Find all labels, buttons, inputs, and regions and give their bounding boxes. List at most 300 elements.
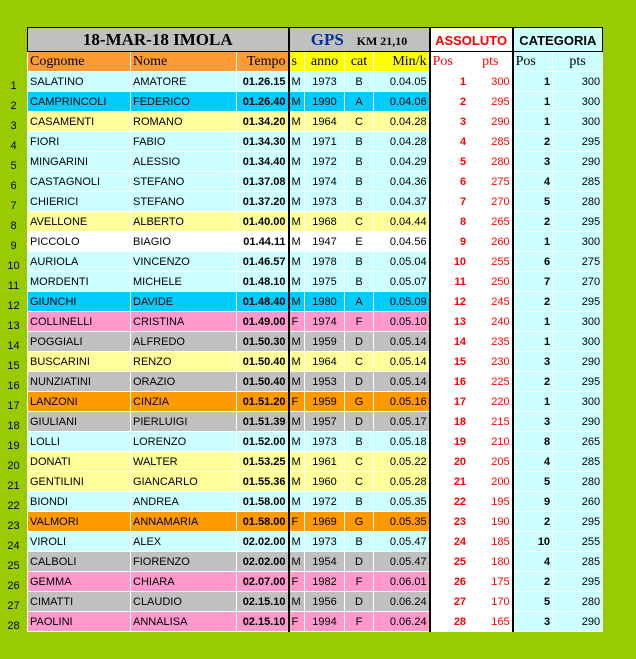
- cell-sex: M: [289, 552, 305, 572]
- cell-nome: VINCENZO: [131, 252, 237, 272]
- cell-cognome: AURIOLA: [28, 252, 131, 272]
- table-row: [28, 472, 603, 492]
- cell-cognome: FIORI: [28, 132, 131, 152]
- cell-min-per-km: 0.05.09: [374, 292, 430, 312]
- cell-tempo: 01.48.40: [237, 292, 289, 312]
- cell-nome: FIORENZO: [131, 552, 237, 572]
- cell-min-per-km: 0.04.28: [374, 132, 430, 152]
- cell-pos-assoluto: 4: [430, 132, 469, 152]
- table-row: [28, 572, 603, 592]
- cell-sex: M: [289, 172, 305, 192]
- cell-tempo: 01.44.11: [237, 232, 289, 252]
- cell-cognome: VALMORI: [28, 512, 131, 532]
- cell-sex: M: [289, 212, 305, 232]
- cell-nome: ANNAMARIA: [131, 512, 237, 532]
- cell-min-per-km: 0.04.36: [374, 172, 430, 192]
- cell-cognome: MINGARINI: [28, 152, 131, 172]
- cell-cat: B: [345, 492, 374, 512]
- cell-pts-categoria: 275: [553, 252, 603, 272]
- cell-min-per-km: 0.05.47: [374, 532, 430, 552]
- cell-pts-categoria: 290: [553, 352, 603, 372]
- cell-pos-assoluto: 18: [430, 412, 469, 432]
- cell-pts-assoluto: 210: [469, 432, 513, 452]
- row-number: 4: [10, 140, 17, 152]
- cell-min-per-km: 0.05.16: [374, 392, 430, 412]
- cell-pts-assoluto: 290: [469, 112, 513, 132]
- cell-anno: 1971: [305, 132, 345, 152]
- row-number: 16: [7, 380, 20, 392]
- cell-pts-categoria: 300: [553, 112, 603, 132]
- cell-pts-categoria: 295: [553, 572, 603, 592]
- cell-cat: B: [345, 272, 374, 292]
- cell-pts-assoluto: 270: [469, 192, 513, 212]
- cell-pos-assoluto: 3: [430, 112, 469, 132]
- cell-pos-categoria: 9: [513, 492, 553, 512]
- cell-nome: ALEX: [131, 532, 237, 552]
- cell-cognome: BIONDI: [28, 492, 131, 512]
- cell-cat: D: [345, 592, 374, 612]
- row-number: 11: [7, 280, 20, 292]
- cell-anno: 1974: [305, 312, 345, 332]
- cell-pos-categoria: 1: [513, 232, 553, 252]
- cell-pos-categoria: 1: [513, 312, 553, 332]
- cell-tempo: 01.48.10: [237, 272, 289, 292]
- race-title: [28, 28, 289, 52]
- cell-min-per-km: 0.05.14: [374, 332, 430, 352]
- row-number: 6: [10, 180, 17, 192]
- table-row: [28, 432, 603, 452]
- cell-anno: 1968: [305, 212, 345, 232]
- table-row: [28, 532, 603, 552]
- cell-sex: M: [289, 492, 305, 512]
- cell-min-per-km: 0.05.04: [374, 252, 430, 272]
- cell-pts-assoluto: 165: [469, 612, 513, 632]
- cell-pos-assoluto: 7: [430, 192, 469, 212]
- table-row: [28, 272, 603, 292]
- cell-sex: M: [289, 132, 305, 152]
- col-tempo: Tempo: [237, 52, 289, 72]
- cell-pts-categoria: 300: [553, 92, 603, 112]
- cell-nome: ANDREA: [131, 492, 237, 512]
- cell-sex: M: [289, 72, 305, 92]
- row-number: 1: [10, 80, 17, 92]
- cell-min-per-km: 0.05.17: [374, 412, 430, 432]
- table-row: [28, 372, 603, 392]
- cell-tempo: 01.34.20: [237, 112, 289, 132]
- cell-tempo: 01.52.00: [237, 432, 289, 452]
- col-cat: cat: [345, 52, 374, 72]
- cell-pos-assoluto: 27: [430, 592, 469, 612]
- cell-sex: M: [289, 192, 305, 212]
- table-row: [28, 132, 603, 152]
- table-row: [28, 192, 603, 212]
- cell-sex: M: [289, 232, 305, 252]
- cell-cognome: CALBOLI: [28, 552, 131, 572]
- cell-anno: 1964: [305, 112, 345, 132]
- cell-cat: B: [345, 432, 374, 452]
- cell-tempo: 01.50.40: [237, 352, 289, 372]
- row-number: 18: [7, 420, 20, 432]
- cell-anno: 1961: [305, 452, 345, 472]
- cell-cat: B: [345, 72, 374, 92]
- row-number: 26: [7, 580, 20, 592]
- cell-pos-categoria: 7: [513, 272, 553, 292]
- cell-nome: ORAZIO: [131, 372, 237, 392]
- cell-min-per-km: 0.05.14: [374, 352, 430, 372]
- cell-min-per-km: 0.04.56: [374, 232, 430, 252]
- cell-pos-assoluto: 25: [430, 552, 469, 572]
- row-number: 8: [10, 220, 17, 232]
- cell-pos-assoluto: 11: [430, 272, 469, 292]
- cell-pos-categoria: 5: [513, 192, 553, 212]
- cell-pts-assoluto: 280: [469, 152, 513, 172]
- cell-tempo: 01.53.25: [237, 452, 289, 472]
- row-number: 24: [7, 540, 20, 552]
- table-row: [28, 252, 603, 272]
- cell-pos-assoluto: 13: [430, 312, 469, 332]
- cell-sex: M: [289, 112, 305, 132]
- cell-pos-categoria: 1: [513, 332, 553, 352]
- results-table: [27, 27, 603, 632]
- cell-pts-categoria: 290: [553, 152, 603, 172]
- row-number: 17: [7, 400, 20, 412]
- cell-pos-assoluto: 26: [430, 572, 469, 592]
- cell-pts-categoria: 290: [553, 612, 603, 632]
- table-row: [28, 452, 603, 472]
- table-row: [28, 612, 603, 632]
- cell-cognome: CAMPRINCOLI: [28, 92, 131, 112]
- cell-tempo: 01.34.30: [237, 132, 289, 152]
- cell-pts-categoria: 295: [553, 132, 603, 152]
- cell-cognome: CIMATTI: [28, 592, 131, 612]
- race-date-place: 18-MAR-18 IMOLA: [82, 29, 233, 49]
- cell-cognome: BUSCARINI: [28, 352, 131, 372]
- cell-nome: CINZIA: [131, 392, 237, 412]
- table-row: [28, 512, 603, 532]
- cell-pos-categoria: 1: [513, 112, 553, 132]
- cell-pts-assoluto: 195: [469, 492, 513, 512]
- cell-anno: 1964: [305, 352, 345, 372]
- cell-pos-assoluto: 10: [430, 252, 469, 272]
- cell-pts-assoluto: 240: [469, 312, 513, 332]
- cell-cat: F: [345, 612, 374, 632]
- cell-nome: ANNALISA: [131, 612, 237, 632]
- cell-pos-categoria: 10: [513, 532, 553, 552]
- table-row: [28, 552, 603, 572]
- table-row: [28, 212, 603, 232]
- cell-cat: C: [345, 212, 374, 232]
- cell-sex: F: [289, 612, 305, 632]
- cell-pts-categoria: 280: [553, 472, 603, 492]
- cell-cat: D: [345, 332, 374, 352]
- cell-pts-categoria: 280: [553, 592, 603, 612]
- cell-cognome: GENTILINI: [28, 472, 131, 492]
- cell-nome: CRISTINA: [131, 312, 237, 332]
- cell-anno: 1973: [305, 532, 345, 552]
- table-row: [28, 72, 603, 92]
- cell-sex: M: [289, 452, 305, 472]
- cell-tempo: 01.26.40: [237, 92, 289, 112]
- cell-min-per-km: 0.05.35: [374, 492, 430, 512]
- cell-tempo: 01.51.39: [237, 412, 289, 432]
- gps-title: [289, 28, 430, 52]
- cell-cognome: NUNZIATINI: [28, 372, 131, 392]
- cell-pos-assoluto: 2: [430, 92, 469, 112]
- cell-min-per-km: 0.04.37: [374, 192, 430, 212]
- cell-pos-categoria: 5: [513, 472, 553, 492]
- cell-pts-categoria: 290: [553, 412, 603, 432]
- cell-cognome: LANZONI: [28, 392, 131, 412]
- cell-pos-categoria: 2: [513, 212, 553, 232]
- col-s: s: [289, 52, 305, 72]
- cell-pts-categoria: 260: [553, 492, 603, 512]
- cell-min-per-km: 0.04.28: [374, 112, 430, 132]
- cell-min-per-km: 0.05.18: [374, 432, 430, 452]
- row-number: 25: [7, 560, 20, 572]
- cell-nome: ALBERTO: [131, 212, 237, 232]
- cell-min-per-km: 0.05.28: [374, 472, 430, 492]
- cell-pos-categoria: 3: [513, 612, 553, 632]
- cell-nome: RENZO: [131, 352, 237, 372]
- cell-pts-assoluto: 190: [469, 512, 513, 532]
- cell-pts-categoria: 300: [553, 232, 603, 252]
- cell-pos-assoluto: 5: [430, 152, 469, 172]
- cell-cat: A: [345, 292, 374, 312]
- cell-anno: 1969: [305, 512, 345, 532]
- cell-tempo: 01.50.30: [237, 332, 289, 352]
- table-row: [28, 332, 603, 352]
- cell-nome: CLAUDIO: [131, 592, 237, 612]
- cell-nome: STEFANO: [131, 192, 237, 212]
- cell-sex: M: [289, 532, 305, 552]
- cell-pos-assoluto: 8: [430, 212, 469, 232]
- cell-pos-assoluto: 28: [430, 612, 469, 632]
- row-number: 21: [7, 480, 20, 492]
- cell-pos-assoluto: 14: [430, 332, 469, 352]
- cell-pos-categoria: 6: [513, 252, 553, 272]
- cell-nome: GIANCARLO: [131, 472, 237, 492]
- cell-cat: B: [345, 532, 374, 552]
- cell-min-per-km: 0.04.44: [374, 212, 430, 232]
- cell-anno: 1978: [305, 252, 345, 272]
- cell-min-per-km: 0.04.05: [374, 72, 430, 92]
- table-row: [28, 392, 603, 412]
- cell-cognome: GIULIANI: [28, 412, 131, 432]
- cell-min-per-km: 0.04.06: [374, 92, 430, 112]
- cell-sex: M: [289, 252, 305, 272]
- cell-cat: E: [345, 232, 374, 252]
- col-nome: Nome: [131, 52, 237, 72]
- cell-cognome: GEMMA: [28, 572, 131, 592]
- cell-tempo: 01.58.00: [237, 512, 289, 532]
- row-number: 20: [7, 460, 20, 472]
- cell-tempo: 02.15.10: [237, 592, 289, 612]
- cell-pos-assoluto: 17: [430, 392, 469, 412]
- cell-pos-assoluto: 9: [430, 232, 469, 252]
- cell-sex: M: [289, 592, 305, 612]
- row-number: 12: [7, 300, 20, 312]
- categoria-header: [513, 28, 603, 52]
- cell-pts-assoluto: 300: [469, 72, 513, 92]
- cell-cognome: PAOLINI: [28, 612, 131, 632]
- cell-cat: C: [345, 112, 374, 132]
- cell-cognome: CASTAGNOLI: [28, 172, 131, 192]
- cell-sex: M: [289, 472, 305, 492]
- row-numbers: [0, 76, 27, 636]
- cell-cognome: GIUNCHI: [28, 292, 131, 312]
- cell-anno: 1954: [305, 552, 345, 572]
- cell-pts-assoluto: 285: [469, 132, 513, 152]
- cell-pos-categoria: 1: [513, 92, 553, 112]
- cell-pts-categoria: 300: [553, 312, 603, 332]
- cell-pts-assoluto: 185: [469, 532, 513, 552]
- cell-nome: MICHELE: [131, 272, 237, 292]
- cell-nome: AMATORE: [131, 72, 237, 92]
- cell-cat: B: [345, 192, 374, 212]
- cell-sex: M: [289, 432, 305, 452]
- col-cognome: Cognome: [28, 52, 131, 72]
- cell-sex: M: [289, 92, 305, 112]
- cell-sex: M: [289, 292, 305, 312]
- cell-nome: LORENZO: [131, 432, 237, 452]
- cell-nome: CHIARA: [131, 572, 237, 592]
- cell-anno: 1959: [305, 392, 345, 412]
- cell-tempo: 01.34.40: [237, 152, 289, 172]
- cell-pts-assoluto: 220: [469, 392, 513, 412]
- cell-nome: FEDERICO: [131, 92, 237, 112]
- cell-pos-assoluto: 16: [430, 372, 469, 392]
- row-number: 28: [7, 620, 20, 632]
- cell-cat: F: [345, 312, 374, 332]
- cell-cognome: CASAMENTI: [28, 112, 131, 132]
- cell-cat: A: [345, 92, 374, 112]
- cell-pos-categoria: 2: [513, 132, 553, 152]
- column-header-row: [28, 52, 603, 72]
- cell-tempo: 02.02.00: [237, 532, 289, 552]
- cell-sex: F: [289, 312, 305, 332]
- cell-pos-categoria: 2: [513, 372, 553, 392]
- cell-pts-categoria: 270: [553, 272, 603, 292]
- cell-pts-assoluto: 175: [469, 572, 513, 592]
- row-number: 23: [7, 520, 20, 532]
- cell-cognome: COLLINELLI: [28, 312, 131, 332]
- col-pos: Pos: [430, 52, 469, 72]
- cell-sex: M: [289, 272, 305, 292]
- cell-cat: B: [345, 252, 374, 272]
- cell-min-per-km: 0.06.24: [374, 612, 430, 632]
- cell-pts-assoluto: 245: [469, 292, 513, 312]
- cell-pts-categoria: 295: [553, 372, 603, 392]
- table-row: [28, 492, 603, 512]
- cell-min-per-km: 0.06.24: [374, 592, 430, 612]
- cell-cat: F: [345, 572, 374, 592]
- cell-pts-categoria: 300: [553, 392, 603, 412]
- cell-pts-assoluto: 200: [469, 472, 513, 492]
- cell-tempo: 01.50.40: [237, 372, 289, 392]
- cell-cognome: AVELLONE: [28, 212, 131, 232]
- cell-pos-assoluto: 23: [430, 512, 469, 532]
- cell-pts-assoluto: 250: [469, 272, 513, 292]
- cell-nome: STEFANO: [131, 172, 237, 192]
- cell-cognome: POGGIALI: [28, 332, 131, 352]
- col-anno: anno: [305, 52, 345, 72]
- cell-min-per-km: 0.05.10: [374, 312, 430, 332]
- cell-tempo: 01.49.00: [237, 312, 289, 332]
- cell-pts-categoria: 300: [553, 72, 603, 92]
- col-pts: pts: [469, 52, 513, 72]
- row-number: 19: [7, 440, 20, 452]
- cell-cognome: MORDENTI: [28, 272, 131, 292]
- cell-pts-categoria: 285: [553, 552, 603, 572]
- cell-tempo: 01.40.00: [237, 212, 289, 232]
- km-label: KM 21,10: [356, 33, 408, 48]
- col-cat-pos: Pos: [513, 52, 553, 72]
- cell-sex: M: [289, 352, 305, 372]
- cell-pts-assoluto: 225: [469, 372, 513, 392]
- cell-sex: M: [289, 152, 305, 172]
- row-number: 14: [7, 340, 20, 352]
- assoluto-header: [430, 28, 513, 52]
- cell-anno: 1990: [305, 92, 345, 112]
- table-row: [28, 292, 603, 312]
- cell-pts-assoluto: 170: [469, 592, 513, 612]
- cell-pts-assoluto: 235: [469, 332, 513, 352]
- cell-cognome: DONATI: [28, 452, 131, 472]
- cell-cat: C: [345, 352, 374, 372]
- cell-pos-categoria: 4: [513, 172, 553, 192]
- cell-pos-categoria: 5: [513, 592, 553, 612]
- cell-pts-categoria: 255: [553, 532, 603, 552]
- cell-pts-categoria: 280: [553, 192, 603, 212]
- table-row: [28, 172, 603, 192]
- row-number: 10: [7, 260, 20, 272]
- cell-pts-categoria: 295: [553, 292, 603, 312]
- cell-nome: BIAGIO: [131, 232, 237, 252]
- cell-cognome: SALATINO: [28, 72, 131, 92]
- cell-pos-categoria: 4: [513, 452, 553, 472]
- cell-pts-categoria: 295: [553, 512, 603, 532]
- cell-cat: B: [345, 152, 374, 172]
- assoluto-label: ASSOLUTO: [435, 32, 508, 48]
- cell-pos-categoria: 2: [513, 292, 553, 312]
- table-row: [28, 92, 603, 112]
- cell-pos-assoluto: 12: [430, 292, 469, 312]
- cell-anno: 1994: [305, 612, 345, 632]
- cell-cat: C: [345, 472, 374, 492]
- cell-pts-assoluto: 215: [469, 412, 513, 432]
- table-row: [28, 592, 603, 612]
- cell-anno: 1947: [305, 232, 345, 252]
- cell-pts-categoria: 285: [553, 172, 603, 192]
- cell-anno: 1957: [305, 412, 345, 432]
- cell-tempo: 01.55.36: [237, 472, 289, 492]
- cell-cat: D: [345, 552, 374, 572]
- cell-pts-categoria: 295: [553, 212, 603, 232]
- cell-anno: 1982: [305, 572, 345, 592]
- cell-anno: 1972: [305, 152, 345, 172]
- cell-pos-categoria: 1: [513, 392, 553, 412]
- table-row: [28, 152, 603, 172]
- cell-tempo: 02.02.00: [237, 552, 289, 572]
- cell-pos-categoria: 3: [513, 412, 553, 432]
- cell-anno: 1980: [305, 292, 345, 312]
- cell-min-per-km: 0.05.47: [374, 552, 430, 572]
- cell-sex: M: [289, 372, 305, 392]
- cell-nome: DAVIDE: [131, 292, 237, 312]
- cell-sex: F: [289, 392, 305, 412]
- cell-cat: G: [345, 392, 374, 412]
- table-row: [28, 412, 603, 432]
